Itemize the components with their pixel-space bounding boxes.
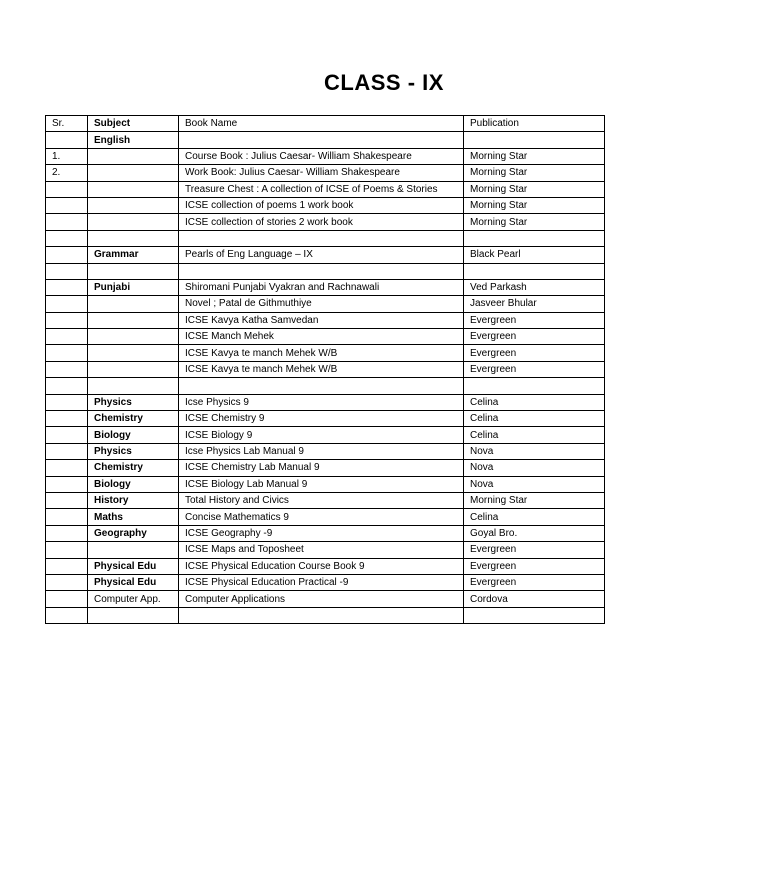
cell-book-name: Icse Physics Lab Manual 9	[179, 443, 464, 459]
table-row	[46, 230, 605, 246]
cell-sr	[46, 214, 88, 230]
cell-publication: Morning Star	[464, 197, 605, 213]
cell-subject	[88, 312, 179, 328]
cell-publication	[464, 132, 605, 148]
cell-publication: Celina	[464, 509, 605, 525]
cell-subject: History	[88, 492, 179, 508]
cell-publication: Morning Star	[464, 214, 605, 230]
cell-book-name: ICSE collection of poems 1 work book	[179, 197, 464, 213]
cell-subject: Biology	[88, 427, 179, 443]
cell-book-name: ICSE Kavya te manch Mehek W/B	[179, 345, 464, 361]
cell-publication	[464, 230, 605, 246]
cell-sr	[46, 263, 88, 279]
cell-book-name: Novel ; Patal de Githmuthiye	[179, 296, 464, 312]
table-body	[46, 116, 605, 624]
table-header-row	[46, 116, 605, 132]
header-sr: Sr.	[46, 116, 88, 132]
cell-sr	[46, 525, 88, 541]
cell-book-name: ICSE Biology Lab Manual 9	[179, 476, 464, 492]
header-publication: Publication	[464, 116, 605, 132]
cell-publication	[464, 378, 605, 394]
table-row	[46, 607, 605, 623]
cell-sr	[46, 411, 88, 427]
page-title: CLASS - IX	[324, 70, 444, 95]
cell-sr	[46, 181, 88, 197]
cell-publication: Celina	[464, 411, 605, 427]
cell-subject: Physical Edu	[88, 574, 179, 590]
cell-publication: Black Pearl	[464, 247, 605, 263]
cell-subject	[88, 345, 179, 361]
cell-subject	[88, 378, 179, 394]
cell-publication: Jasveer Bhular	[464, 296, 605, 312]
cell-publication: Ved Parkash	[464, 279, 605, 295]
table-row	[46, 591, 605, 607]
cell-subject	[88, 148, 179, 164]
cell-sr	[46, 132, 88, 148]
table-row	[46, 509, 605, 525]
cell-sr	[46, 558, 88, 574]
cell-sr	[46, 279, 88, 295]
cell-book-name: ICSE Physical Education Course Book 9	[179, 558, 464, 574]
cell-sr	[46, 247, 88, 263]
cell-book-name: Shiromani Punjabi Vyakran and Rachnawali	[179, 279, 464, 295]
table-row	[46, 148, 605, 164]
cell-sr	[46, 542, 88, 558]
cell-subject	[88, 181, 179, 197]
cell-book-name: Total History and Civics	[179, 492, 464, 508]
cell-book-name: Work Book: Julius Caesar- William Shakespeare	[179, 165, 464, 181]
cell-book-name: ICSE Physical Education Practical -9	[179, 574, 464, 590]
cell-publication: Evergreen	[464, 329, 605, 345]
cell-book-name: ICSE Kavya te manch Mehek W/B	[179, 361, 464, 377]
table-row	[46, 394, 605, 410]
cell-book-name: ICSE Biology 9	[179, 427, 464, 443]
cell-subject	[88, 361, 179, 377]
cell-book-name	[179, 132, 464, 148]
cell-publication: Morning Star	[464, 181, 605, 197]
header-subject: Subject	[88, 116, 179, 132]
table-row	[46, 197, 605, 213]
table-row	[46, 492, 605, 508]
cell-sr	[46, 378, 88, 394]
cell-publication: Cordova	[464, 591, 605, 607]
cell-book-name: ICSE Maps and Toposheet	[179, 542, 464, 558]
cell-publication: Evergreen	[464, 542, 605, 558]
table-row	[46, 558, 605, 574]
cell-book-name: Pearls of Eng Language – IX	[179, 247, 464, 263]
cell-sr	[46, 427, 88, 443]
cell-publication: Nova	[464, 476, 605, 492]
cell-publication: Morning Star	[464, 492, 605, 508]
cell-publication: Nova	[464, 443, 605, 459]
cell-sr	[46, 492, 88, 508]
table-row	[46, 525, 605, 541]
cell-subject	[88, 296, 179, 312]
cell-publication: Evergreen	[464, 312, 605, 328]
cell-sr	[46, 607, 88, 623]
table-row	[46, 132, 605, 148]
cell-subject	[88, 607, 179, 623]
cell-book-name	[179, 378, 464, 394]
cell-book-name	[179, 230, 464, 246]
header-book-name: Book Name	[179, 116, 464, 132]
cell-book-name: ICSE Chemistry Lab Manual 9	[179, 460, 464, 476]
cell-sr	[46, 361, 88, 377]
cell-book-name: Icse Physics 9	[179, 394, 464, 410]
cell-book-name	[179, 263, 464, 279]
table-row	[46, 165, 605, 181]
cell-subject	[88, 165, 179, 181]
cell-publication: Goyal Bro.	[464, 525, 605, 541]
table-row	[46, 361, 605, 377]
cell-subject	[88, 329, 179, 345]
cell-subject	[88, 542, 179, 558]
cell-publication: Nova	[464, 460, 605, 476]
cell-subject: English	[88, 132, 179, 148]
cell-subject	[88, 214, 179, 230]
cell-subject: Chemistry	[88, 411, 179, 427]
table-row	[46, 263, 605, 279]
cell-publication	[464, 607, 605, 623]
cell-book-name: Computer Applications	[179, 591, 464, 607]
cell-sr: 1.	[46, 148, 88, 164]
cell-subject: Computer App.	[88, 591, 179, 607]
cell-book-name: ICSE Kavya Katha Samvedan	[179, 312, 464, 328]
cell-sr	[46, 460, 88, 476]
cell-subject: Punjabi	[88, 279, 179, 295]
table-row	[46, 460, 605, 476]
cell-sr	[46, 509, 88, 525]
cell-sr	[46, 230, 88, 246]
cell-sr	[46, 296, 88, 312]
cell-subject: Geography	[88, 525, 179, 541]
cell-book-name: Course Book : Julius Caesar- William Shakespeare	[179, 148, 464, 164]
table-row	[46, 345, 605, 361]
cell-sr	[46, 476, 88, 492]
cell-publication: Evergreen	[464, 345, 605, 361]
book-list-table	[45, 115, 605, 624]
cell-book-name: Concise Mathematics 9	[179, 509, 464, 525]
cell-book-name: ICSE collection of stories 2 work book	[179, 214, 464, 230]
cell-subject: Maths	[88, 509, 179, 525]
table-row	[46, 214, 605, 230]
table-row	[46, 279, 605, 295]
table-row	[46, 443, 605, 459]
cell-book-name: ICSE Chemistry 9	[179, 411, 464, 427]
cell-sr	[46, 443, 88, 459]
cell-sr	[46, 329, 88, 345]
cell-sr	[46, 574, 88, 590]
cell-publication: Morning Star	[464, 165, 605, 181]
cell-publication: Evergreen	[464, 558, 605, 574]
cell-sr	[46, 394, 88, 410]
cell-publication: Celina	[464, 394, 605, 410]
cell-publication	[464, 263, 605, 279]
cell-subject: Physics	[88, 394, 179, 410]
cell-subject	[88, 263, 179, 279]
table-row	[46, 296, 605, 312]
cell-sr	[46, 591, 88, 607]
cell-book-name: ICSE Manch Mehek	[179, 329, 464, 345]
cell-publication: Morning Star	[464, 148, 605, 164]
table-row	[46, 574, 605, 590]
cell-subject: Grammar	[88, 247, 179, 263]
table-row	[46, 378, 605, 394]
cell-book-name	[179, 607, 464, 623]
cell-subject	[88, 197, 179, 213]
table-row	[46, 312, 605, 328]
cell-subject	[88, 230, 179, 246]
cell-publication: Celina	[464, 427, 605, 443]
cell-publication: Evergreen	[464, 574, 605, 590]
table-row	[46, 542, 605, 558]
cell-subject: Biology	[88, 476, 179, 492]
cell-sr	[46, 197, 88, 213]
cell-publication: Evergreen	[464, 361, 605, 377]
cell-book-name: ICSE Geography -9	[179, 525, 464, 541]
cell-sr	[46, 312, 88, 328]
table-row	[46, 181, 605, 197]
cell-subject: Chemistry	[88, 460, 179, 476]
table-row	[46, 329, 605, 345]
cell-subject: Physical Edu	[88, 558, 179, 574]
table-row	[46, 411, 605, 427]
table-row	[46, 476, 605, 492]
cell-book-name: Treasure Chest : A collection of ICSE of Poems & Stories	[179, 181, 464, 197]
table-row	[46, 427, 605, 443]
cell-sr: 2.	[46, 165, 88, 181]
table-row	[46, 247, 605, 263]
cell-subject: Physics	[88, 443, 179, 459]
cell-sr	[46, 345, 88, 361]
